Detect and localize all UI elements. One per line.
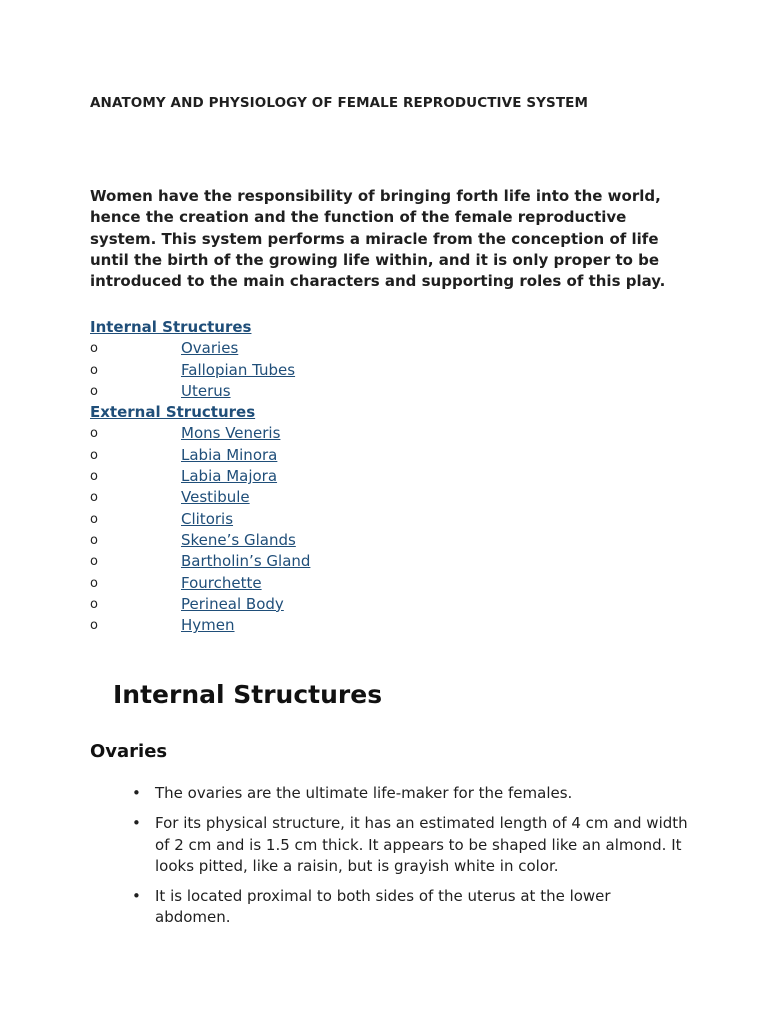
toc-link[interactable]: Perineal Body [181,594,284,613]
toc-link[interactable]: Clitoris [181,509,234,528]
toc-heading-external[interactable]: External Structures [90,403,256,422]
toc-link[interactable]: Vestibule [181,488,250,507]
list-item-text: The ovaries are the ultimate life-maker for the females. [155,784,573,802]
toc-internal-list [90,338,690,402]
circle-bullet-icon: o [90,362,98,378]
toc-link[interactable]: Bartholin’s Gland [181,552,311,571]
toc-item [90,487,690,508]
section-heading: Internal Structures [113,680,383,709]
toc-link[interactable]: Fallopian Tubes [181,360,296,379]
circle-bullet-icon: o [90,511,98,527]
toc-item [90,615,690,636]
toc-link[interactable]: Hymen [181,616,235,635]
bullet-list [90,783,690,938]
list-item-text: It is located proximal to both sides of the uterus at the lower abdomen. [155,887,611,927]
list-item [90,783,690,804]
circle-bullet-icon: o [90,447,98,463]
toc-item [90,551,690,572]
bullet-dot-icon: • [132,887,141,906]
list-item-text: For its physical structure, it has an estimated length of 4 cm and width of 2 cm and is 1.5 cm thick. It appears to be shaped like an almond. It looks pitted, like a raisin, but is grayish white in color. [155,814,688,875]
toc-link[interactable]: Labia Majora [181,467,278,486]
circle-bullet-icon: o [90,575,98,591]
circle-bullet-icon: o [90,426,98,442]
toc-item [90,530,690,551]
toc-link[interactable]: Uterus [181,381,231,400]
toc-item [90,338,690,359]
circle-bullet-icon: o [90,490,98,506]
toc-item [90,381,690,402]
circle-bullet-icon: o [90,383,98,399]
circle-bullet-icon: o [90,554,98,570]
circle-bullet-icon: o [90,532,98,548]
toc-item [90,594,690,615]
bullet-dot-icon: • [132,814,141,833]
toc-link[interactable]: Ovaries [181,339,239,358]
toc-item [90,509,690,530]
list-item [90,886,690,929]
toc-item [90,423,690,444]
document-title: ANATOMY AND PHYSIOLOGY OF FEMALE REPRODUCTIVE SYSTEM [90,95,589,111]
subsection-heading: Ovaries [90,741,168,762]
table-of-contents [90,317,690,636]
toc-link[interactable]: Fourchette [181,573,262,592]
circle-bullet-icon: o [90,618,98,634]
circle-bullet-icon: o [90,596,98,612]
bullet-dot-icon: • [132,784,141,802]
toc-link[interactable]: Labia Minora [181,445,278,464]
toc-item [90,466,690,487]
toc-external-list [90,423,690,636]
list-item [90,813,690,877]
toc-link[interactable]: Skene’s Glands [181,530,296,549]
circle-bullet-icon: o [90,341,98,357]
intro-paragraph: Women have the responsibility of bringing forth life into the world, hence the creation and the function of the female reproductive system. This system performs a miracle from the conception of life until the birth of the growing life within, and it is only proper to be introduced to the main characters and supporting roles of this play. [90,187,666,291]
toc-heading-internal[interactable]: Internal Structures [90,318,252,336]
toc-item [90,573,690,594]
circle-bullet-icon: o [90,469,98,485]
toc-item [90,445,690,466]
toc-link[interactable]: Mons Veneris [181,424,281,443]
toc-item [90,360,690,381]
